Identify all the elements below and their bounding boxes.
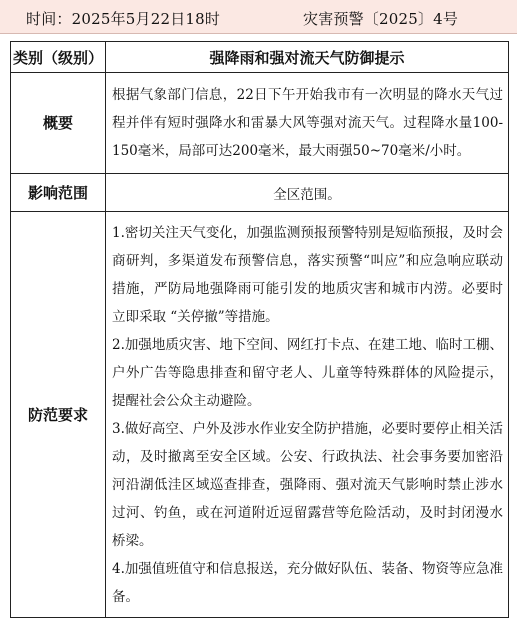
- warning-table: [10, 41, 508, 616]
- scope-row: [11, 174, 509, 212]
- requirements-row: [11, 212, 509, 618]
- category-header-cell: 类别（级别）: [11, 42, 106, 73]
- warning-table-grid: [10, 41, 509, 618]
- scope-text: 全区范围。: [106, 174, 509, 212]
- requirement-item-3: 3.做好高空、户外及涉水作业安全防护措施，必要时要停止相关活动，及时撤离至安全区域。公安、行政执法、社会事务要加密沿河沿湖低洼区域巡查排查，强降雨、强对流天气影响时禁止涉水过河、钓鱼，或在河道附近逗留露营等危险活动，及时封闭漫水桥梁。: [112, 420, 503, 549]
- overview-text: 根据气象部门信息，22日下午开始我市有一次明显的降水天气过程并伴有短时强降水和雷暴大风等强对流天气。过程降水量100-150毫米，局部可达200毫米，最大雨强50~70毫米/小时。: [106, 73, 509, 174]
- warning-title-cell: 强降雨和强对流天气防御提示: [106, 42, 509, 73]
- requirements-label: 防范要求: [11, 212, 106, 618]
- overview-row: [11, 73, 509, 174]
- requirements-content: [106, 212, 509, 618]
- document-header: [0, 0, 517, 34]
- table-header-row: [11, 42, 509, 73]
- requirement-item-1: 1.密切关注天气变化，加强监测预报预警特别是短临预报，及时会商研判，多渠道发布预警信息，落实预警“叫应”和应急响应联动措施，严防局地强降雨可能引发的地质灾害和城市内涝。必要时立即采取 “关停撤”等措施。: [112, 224, 503, 325]
- issue-time: 时间：2025年5月22日18时: [26, 10, 221, 28]
- scope-label: 影响范围: [11, 174, 106, 212]
- requirement-item-4: 4.加强值班值守和信息报送，充分做好队伍、装备、物资等应急准备。: [112, 560, 503, 605]
- overview-label: 概要: [11, 73, 106, 174]
- requirement-item-2: 2.加强地质灾害、地下空间、网红打卡点、在建工地、临时工棚、户外广告等隐患排查和留守老人、儿童等特殊群体的风险提示，提醒社会公众主动避险。: [112, 336, 503, 409]
- document-number: 灾害预警〔2025〕4号: [303, 10, 459, 28]
